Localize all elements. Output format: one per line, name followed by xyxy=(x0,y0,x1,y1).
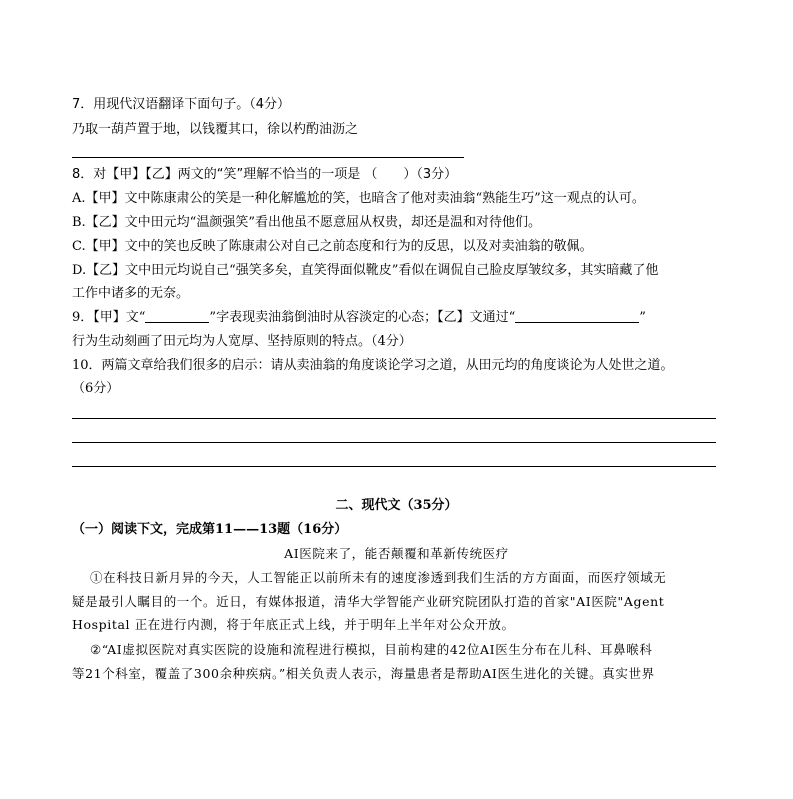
q9-line2: 行为生动刻画了田元均为人宽厚、坚持原则的特点。（4分） xyxy=(72,334,412,349)
q8-option-a: A.【甲】文中陈康肃公的笑是一种化解尴尬的笑，也暗含了他对卖油翁“熟能生巧”这一观点的认可。 xyxy=(72,191,645,206)
q10-line2: （6分） xyxy=(72,381,120,396)
article-p2-line2: 等21个科室，覆盖了300余种疾病。”相关负责人表示，海量患者是帮助AI医生进化的关键。真实世界 xyxy=(72,666,655,681)
q10-line1: 10．两篇文章给我们很多的启示：请从卖油翁的角度谈论学习之道，从田元均的角度谈论为人处世之道。 xyxy=(72,358,674,373)
q8-option-b: B.【乙】文中田元均“温颜强笑”看出他虽不愿意屈从权贵，却还是温和对待他们。 xyxy=(72,215,541,230)
section-subheading: （一）阅读下文，完成第11——13题（16分） xyxy=(72,522,348,537)
q8-option-c: C.【甲】文中的笑也反映了陈康肃公对自己之前态度和行为的反思，以及对卖油翁的敬佩。 xyxy=(72,239,593,254)
q8-option-d-cont: 工作中诸多的无奈。 xyxy=(72,286,190,301)
article-title: AI医院来了，能否颠覆和革新传统医疗 xyxy=(284,546,509,561)
q9-part2: ”字表现卖油翁倒油时从容淡定的心态；【乙】文通过“ xyxy=(209,310,516,325)
q9-part3: ” xyxy=(639,310,646,325)
article-p1-line1: ①在科技日新月异的今天，人工智能正以前所未有的速度渗透到我们生活的方方面面，而医疗领域无 xyxy=(90,570,667,585)
q10-answer-line-2[interactable] xyxy=(72,442,716,443)
q9-blank-2[interactable] xyxy=(515,309,639,323)
q7-sentence: 乃取一葫芦置于地，以钱覆其口，徐以杓酌油沥之 xyxy=(72,122,359,137)
section-heading: 二、现代文（35分） xyxy=(335,498,458,513)
q8-option-d: D.【乙】文中田元均说自己“强笑多矣，直笑得面似靴皮”看似在调侃自己脸皮厚皱纹多，其实暗藏了他 xyxy=(72,263,659,278)
q10-answer-line-3[interactable] xyxy=(72,466,716,467)
article-p1-line2: 疑是最引人瞩目的一个。近日，有媒体报道，清华大学智能产业研究院团队打造的首家"AI医院"Agent xyxy=(72,594,665,609)
q7-answer-line[interactable] xyxy=(72,157,464,158)
q10-answer-line-1[interactable] xyxy=(72,418,716,419)
q9-line1 xyxy=(72,309,646,327)
q9-part1: 9．【甲】文“ xyxy=(72,310,146,325)
article-p1-line3: Hospital 正在进行内测，将于年底正式上线，并于明年上半年对公众开放。 xyxy=(72,617,515,632)
q8-title: 8．对【甲】【乙】两文的“笑”理解不恰当的一项是 （ ）（3分） xyxy=(72,167,458,182)
q9-blank-1[interactable] xyxy=(145,309,209,323)
article-p2-line1: ②“AI虚拟医院对真实医院的设施和流程进行模拟，目前构建的42位AI医生分布在儿科、耳鼻喉科 xyxy=(90,642,653,657)
q7-title: 7．用现代汉语翻译下面句子。（4分） xyxy=(72,97,291,112)
